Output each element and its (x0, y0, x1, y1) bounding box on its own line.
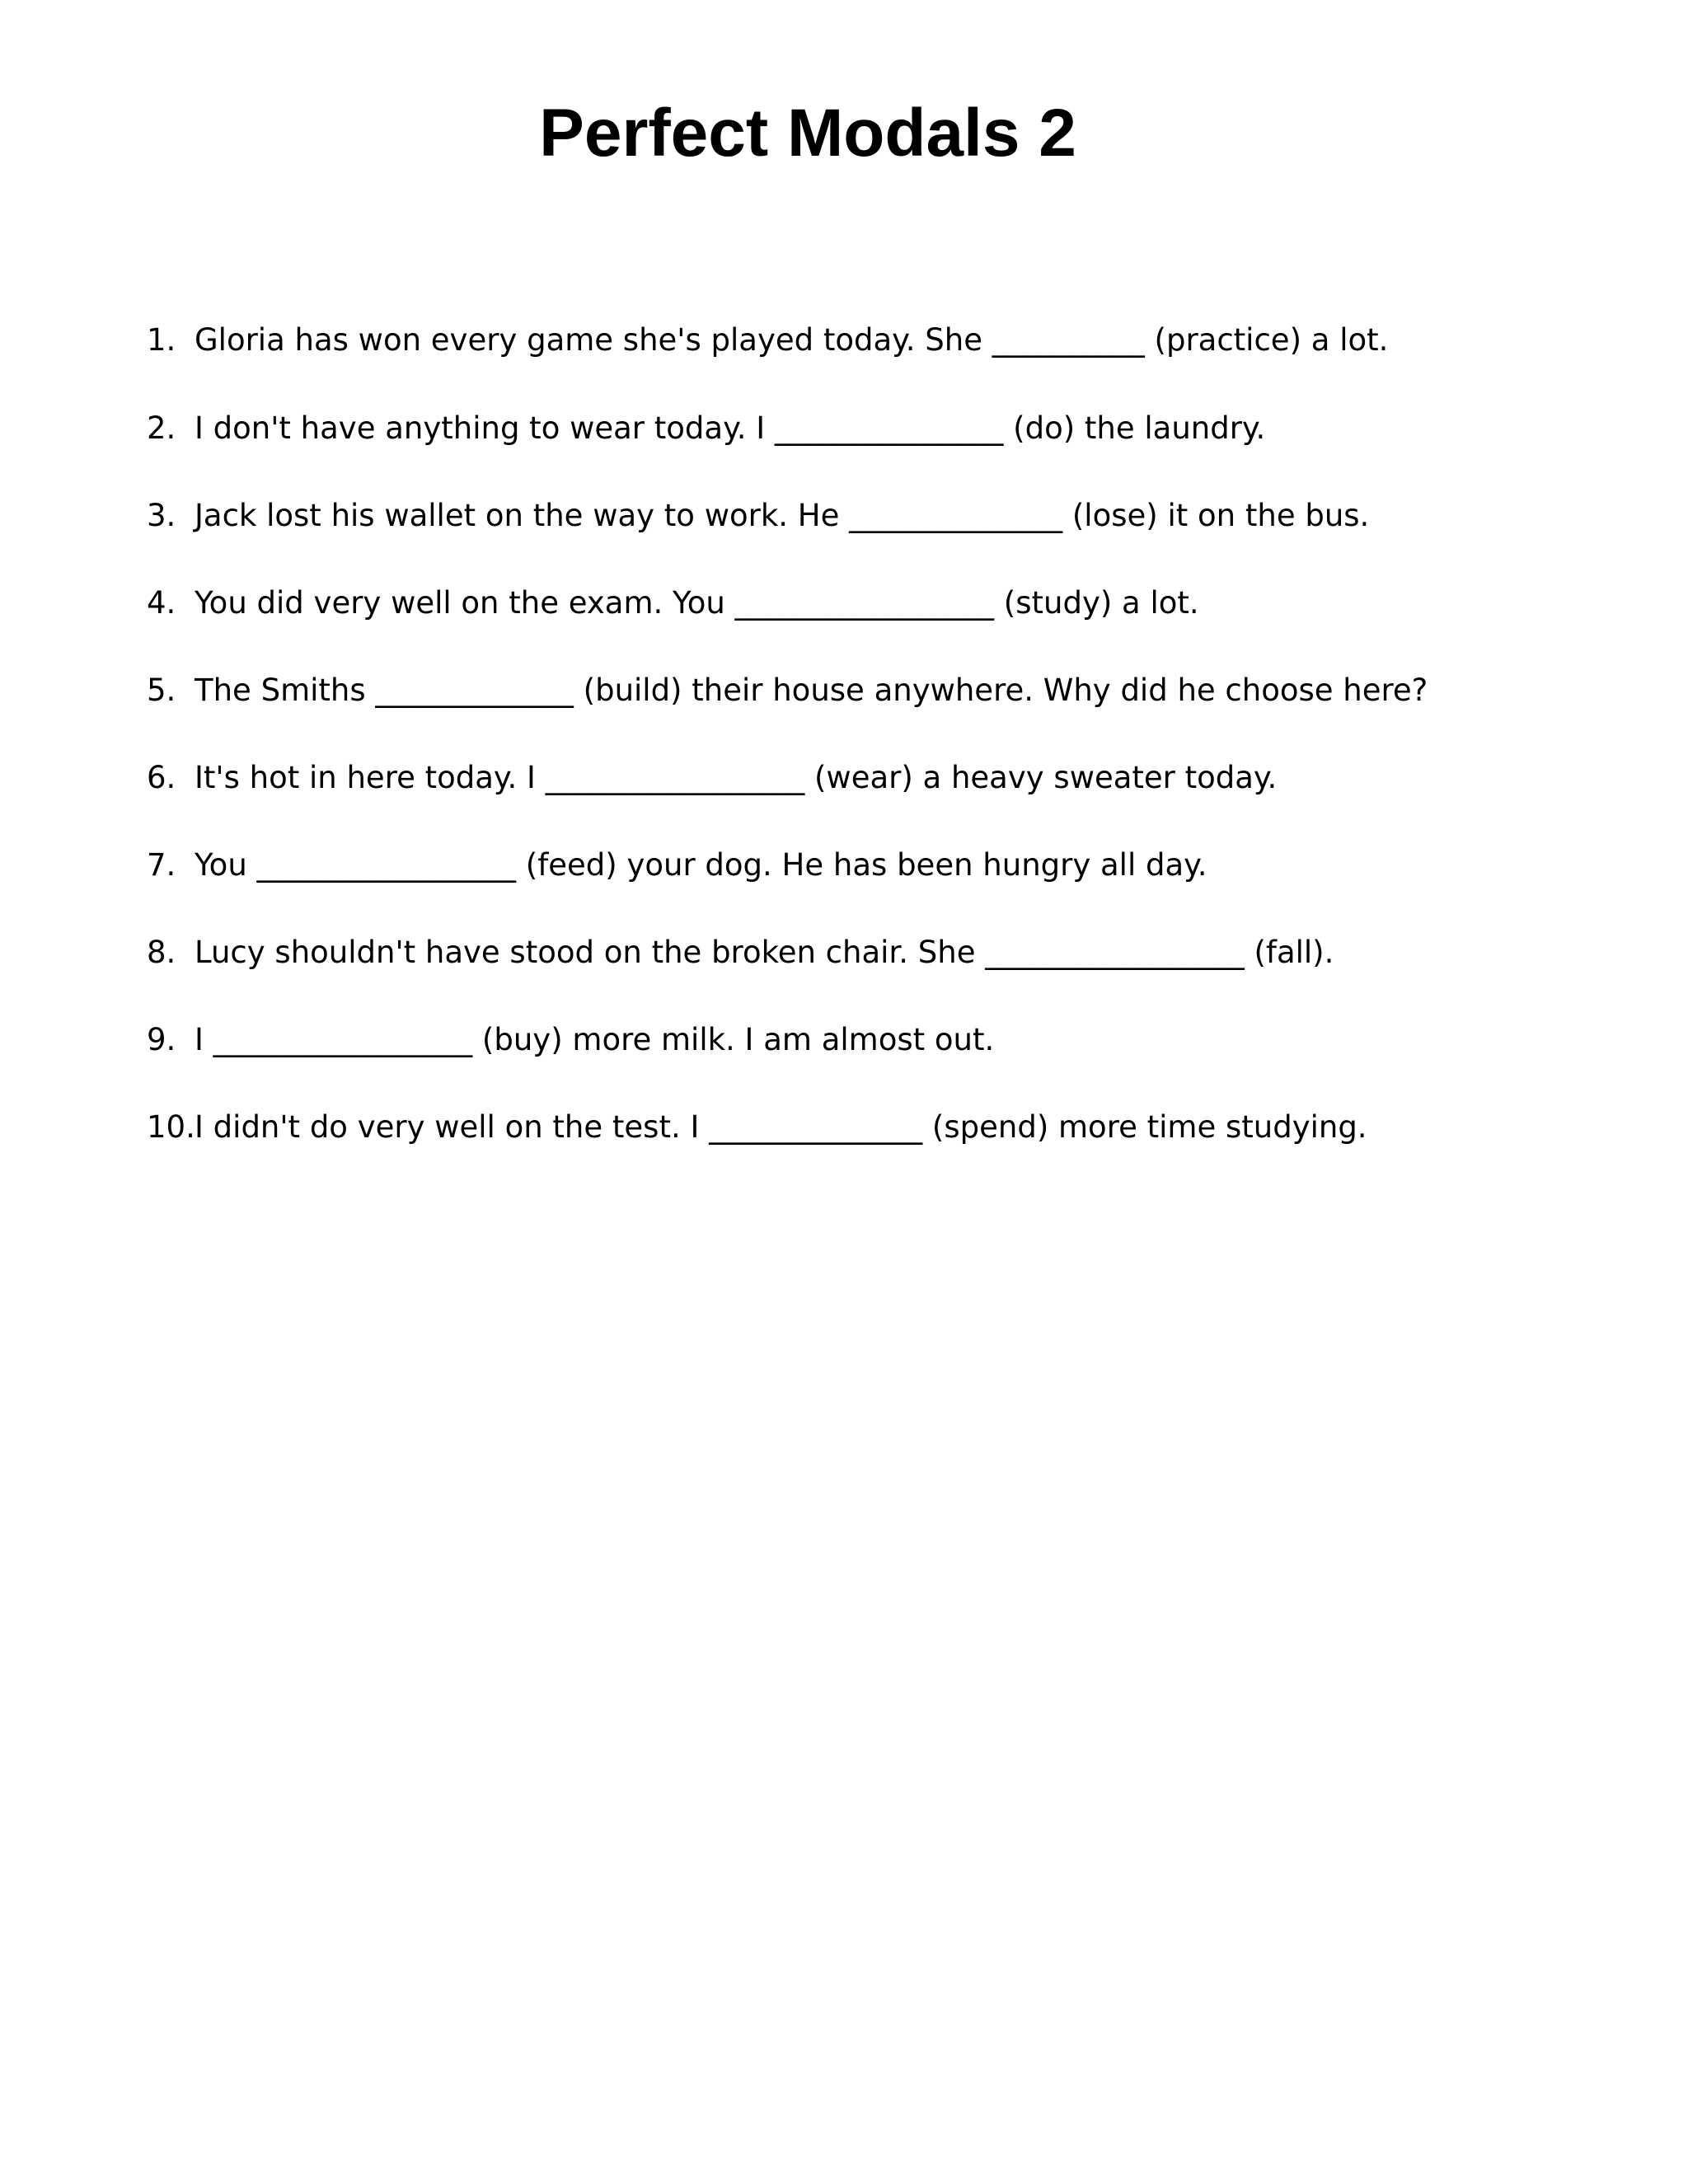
question-4 (147, 579, 1199, 628)
question-number: 5. (147, 673, 176, 708)
question-5 (147, 666, 1428, 715)
question-number: 1. (147, 322, 176, 358)
question-10 (147, 1103, 1367, 1152)
question-text: You did very well on the exam. You _________________ (study) a lot. (195, 585, 1199, 621)
question-6 (147, 753, 1277, 803)
question-text: It's hot in here today. I _________________ (wear) a heavy sweater today. (195, 760, 1278, 795)
question-number: 2. (147, 410, 176, 446)
question-number: 4. (147, 585, 176, 621)
page-title: Perfect Modals 2 (539, 96, 1076, 171)
question-text: The Smiths _____________ (build) their house anywhere. Why did he choose here? (195, 673, 1428, 708)
question-2 (147, 404, 1265, 453)
question-9 (147, 1015, 994, 1065)
question-text: I didn't do very well on the test. I ______________ (spend) more time studying. (195, 1109, 1367, 1145)
question-number: 6. (147, 760, 176, 795)
question-number: 8. (147, 935, 176, 970)
question-1 (147, 316, 1388, 365)
question-text: I _________________ (buy) more milk. I am almost out. (195, 1022, 995, 1057)
question-text: Jack lost his wallet on the way to work. He ______________ (lose) it on the bus. (195, 498, 1370, 533)
question-text: I don't have anything to wear today. I _______________ (do) the laundry. (195, 410, 1266, 446)
question-7 (147, 841, 1207, 890)
question-text: You _________________ (feed) your dog. He has been hungry all day. (195, 847, 1207, 883)
question-number: 10. (147, 1109, 195, 1145)
question-number: 9. (147, 1022, 176, 1057)
question-number: 3. (147, 498, 176, 533)
question-number: 7. (147, 847, 176, 883)
question-text: Gloria has won every game she's played today. She __________ (practice) a lot. (195, 322, 1389, 358)
question-text: Lucy shouldn't have stood on the broken chair. She _________________ (fall). (195, 935, 1334, 970)
question-8 (147, 928, 1334, 977)
question-3 (147, 491, 1369, 541)
